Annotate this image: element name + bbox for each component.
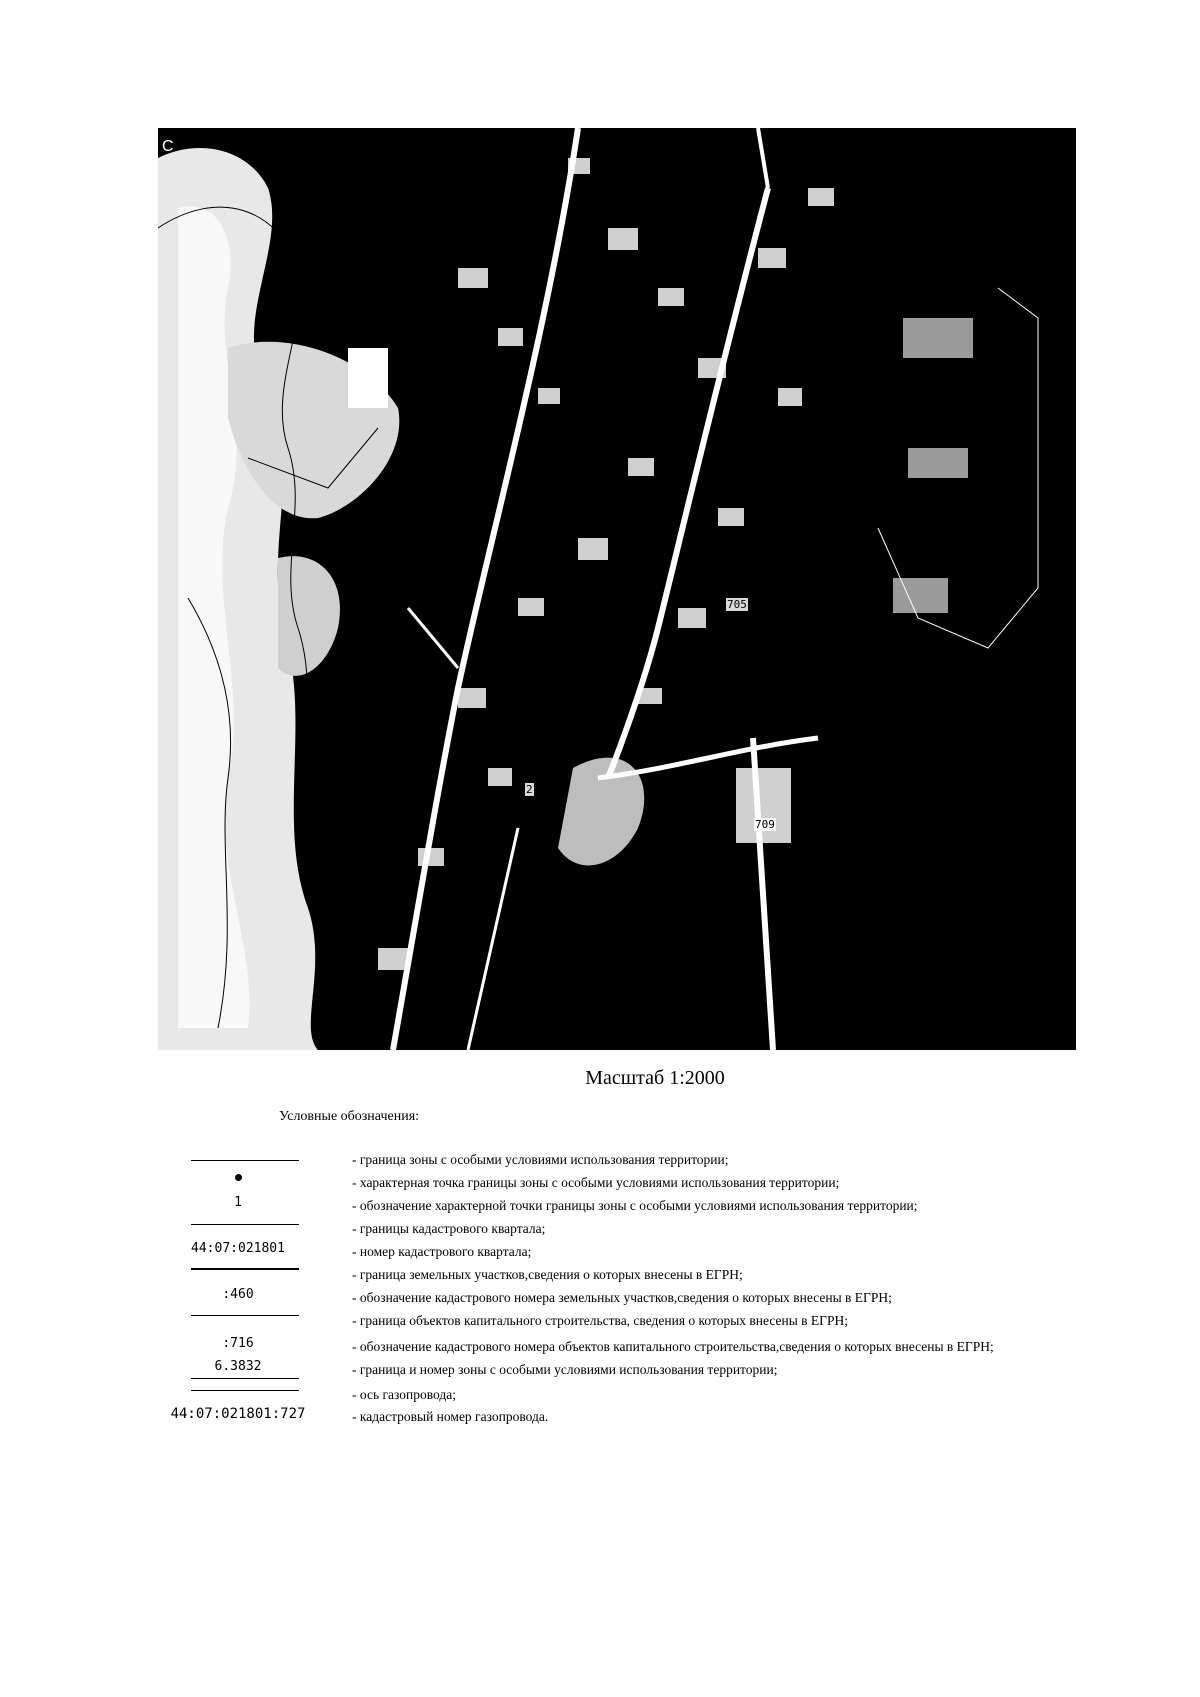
parcel-label: 705 — [727, 598, 747, 611]
legend-item — [0, 1406, 1200, 1428]
legend-item — [0, 1172, 1200, 1194]
legend-item — [0, 1336, 1200, 1358]
legend-item-text: - ось газопровода; — [352, 1387, 456, 1402]
legend-symbol-parcel-number: :460 — [222, 1287, 254, 1302]
legend-item-text: - обозначение характерной точки границы зоны с особыми условиями использования территории; — [352, 1198, 918, 1213]
legend-item-text: - номер кадастрового квартала; — [352, 1244, 532, 1259]
legend-item — [0, 1264, 1200, 1286]
legend-symbol-dot — [170, 1172, 306, 1194]
legend-item-text: - обозначение кадастрового номера земельных участков,сведения о которых внесены в ЕГРН; — [352, 1290, 892, 1305]
map-scale: Масштаб 1:2000 — [585, 1067, 725, 1089]
legend-symbol-thick-line — [170, 1264, 306, 1286]
legend-item-text: - границы кадастрового квартала; — [352, 1221, 546, 1236]
legend-symbol-line — [170, 1149, 306, 1171]
parcel-label: 2 — [526, 783, 533, 796]
legend-item — [0, 1384, 1200, 1406]
legend-item — [0, 1310, 1200, 1332]
legend-symbol-pipeline-number: 44:07:021801:727 — [170, 1406, 306, 1422]
legend-item — [0, 1149, 1200, 1171]
legend-item — [0, 1218, 1200, 1240]
aerial-map[interactable] — [158, 128, 1076, 1050]
legend-item — [0, 1195, 1200, 1217]
legend-symbol-quarter-number: 44:07:021801 — [191, 1241, 285, 1256]
north-label: С — [162, 138, 174, 155]
legend-symbol-line — [170, 1218, 306, 1240]
legend-item — [0, 1287, 1200, 1309]
legend-item-text: - характерная точка границы зоны с особыми условиями использования территории; — [352, 1175, 840, 1190]
legend-title: Условные обозначения: — [279, 1109, 420, 1124]
legend-item-text: - обозначение кадастрового номера объектов капитального строительства,сведения о которых внесены в ЕГРН; — [352, 1339, 994, 1354]
legend-item-text: - граница и номер зоны с особыми условиями использования территории; — [352, 1362, 778, 1377]
parcel-label: 709 — [755, 818, 775, 831]
legend-symbol-line — [170, 1310, 306, 1332]
legend-symbol-line — [170, 1384, 306, 1406]
legend-item-text: - граница зоны с особыми условиями использования территории; — [352, 1152, 729, 1167]
legend-item-text: - кадастровый номер газопровода. — [352, 1409, 549, 1424]
legend-item-text: - граница объектов капитального строительства, сведения о которых внесены в ЕГРН; — [352, 1313, 848, 1328]
legend-item-text: - граница земельных участков,сведения о которых внесены в ЕГРН; — [352, 1267, 743, 1282]
legend-symbol-zone-number: 6.3832 — [170, 1359, 306, 1381]
map-canvas — [158, 128, 1076, 1050]
legend-item — [0, 1359, 1200, 1381]
legend-symbol-building-number: :716 — [222, 1336, 254, 1351]
legend-symbol-point-label: 1 — [234, 1195, 242, 1210]
legend-item — [0, 1241, 1200, 1263]
